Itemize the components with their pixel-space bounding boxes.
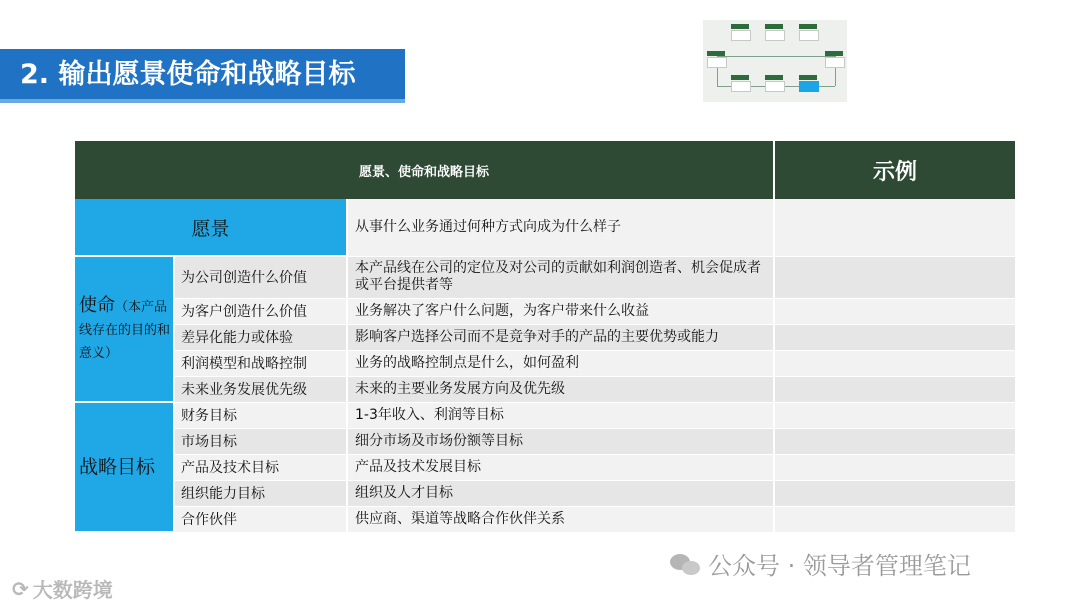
wechat-watermark <box>670 546 971 581</box>
mission-desc: 业务解决了客户什么问题，为客户带来什么收益 <box>347 298 774 324</box>
strategy-item: 合作伙伴 <box>174 506 347 532</box>
mission-item: 为客户创造什么价值 <box>174 298 347 324</box>
strategy-desc: 供应商、渠道等战略合作伙伴关系 <box>347 506 774 532</box>
mission-desc: 影响客户选择公司而不是竞争对手的产品的主要优势或能力 <box>347 324 774 350</box>
example-cell <box>774 376 1015 402</box>
example-cell <box>774 350 1015 376</box>
example-cell <box>774 256 1015 298</box>
example-cell <box>774 402 1015 428</box>
header-example: 示例 <box>774 141 1015 199</box>
strategy-item: 财务目标 <box>174 402 347 428</box>
process-flow-thumbnail <box>703 20 847 102</box>
corner-logo-text: 大数跨境 <box>32 578 113 602</box>
wechat-icon <box>670 552 702 576</box>
watermark-text: 公众号 · 领导者管理笔记 <box>708 552 971 580</box>
example-cell <box>774 324 1015 350</box>
mission-desc: 未来的主要业务发展方向及优先级 <box>347 376 774 402</box>
strategy-desc: 组织及人才目标 <box>347 480 774 506</box>
mission-note: （本产品线存在的目的和意义） <box>79 299 171 361</box>
example-cell <box>774 454 1015 480</box>
logo-icon: ⟳ <box>12 576 29 601</box>
mission-item: 利润模型和战略控制 <box>174 350 347 376</box>
strategy-item: 产品及技术目标 <box>174 454 347 480</box>
strategy-desc: 细分市场及市场份额等目标 <box>347 428 774 454</box>
strategy-label: 战略目标 <box>75 402 174 532</box>
header-vision-mission-strategy: 愿景、使命和战略目标 <box>75 141 774 199</box>
example-cell <box>774 480 1015 506</box>
example-cell <box>774 506 1015 532</box>
corner-logo <box>12 574 113 603</box>
mission-item: 未来业务发展优先级 <box>174 376 347 402</box>
mission-item: 为公司创造什么价值 <box>174 256 347 298</box>
example-cell <box>774 428 1015 454</box>
vision-desc: 从事什么业务通过何种方式向成为什么样子 <box>347 199 774 256</box>
title-underline <box>0 99 405 103</box>
strategy-item: 组织能力目标 <box>174 480 347 506</box>
mission-item: 差异化能力或体验 <box>174 324 347 350</box>
example-cell <box>774 298 1015 324</box>
mission-label-text: 使命 <box>79 294 115 316</box>
mission-desc: 业务的战略控制点是什么，如何盈利 <box>347 350 774 376</box>
strategy-desc: 产品及技术发展目标 <box>347 454 774 480</box>
strategy-item: 市场目标 <box>174 428 347 454</box>
vision-label: 愿景 <box>75 199 347 256</box>
mission-desc: 本产品线在公司的定位及对公司的贡献如利润创造者、机会促成者或平台提供者等 <box>347 256 774 298</box>
vision-mission-strategy-table <box>75 141 1015 533</box>
slide-title: 2. 输出愿景使命和战略目标 <box>0 49 405 101</box>
strategy-desc: 1-3年收入、利润等目标 <box>347 402 774 428</box>
mission-label <box>75 256 174 402</box>
example-cell <box>774 199 1015 256</box>
